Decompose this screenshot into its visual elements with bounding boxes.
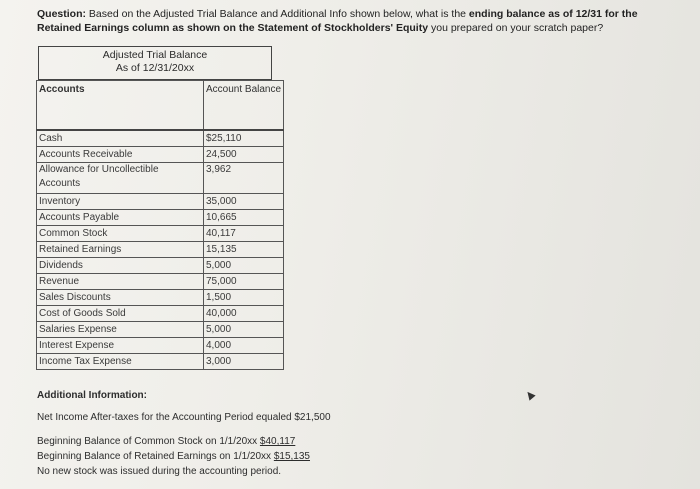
common-stock-value: $40,117	[259, 436, 296, 447]
account-name: Accounts Receivable	[37, 147, 204, 163]
account-balance: 5,000	[204, 322, 284, 338]
question-emphasis: ending balance as of 12/31 for the Retained Earnings column as shown on the Statement of Stockholders' Equity	[37, 8, 638, 34]
account-balance: 24,500	[204, 147, 284, 163]
account-name: Inventory	[37, 194, 204, 210]
table-row	[37, 194, 284, 210]
account-balance: 4,000	[204, 338, 284, 354]
account-balance: 1,500	[204, 290, 284, 306]
account-name: Cost of Goods Sold	[37, 306, 204, 322]
mouse-cursor-icon	[524, 389, 535, 400]
account-balance: 3,000	[204, 354, 284, 370]
question-prefix: Question:	[37, 8, 86, 20]
account-balance: 40,000	[204, 306, 284, 322]
account-name: Salaries Expense	[37, 322, 204, 338]
no-new-stock-note: No new stock was issued during the accounting period.	[37, 466, 282, 477]
table-row	[37, 274, 284, 290]
retained-earnings-note	[37, 451, 310, 462]
account-name: Dividends	[37, 258, 204, 274]
column-header-balance: Account Balance	[204, 81, 284, 131]
trial-balance-title	[38, 46, 272, 81]
table-row	[37, 163, 284, 194]
question-text	[37, 7, 677, 35]
table-row	[37, 242, 284, 258]
account-balance: 3,962	[204, 163, 284, 194]
trial-balance-date: As of 12/31/20xx	[115, 62, 195, 74]
account-name: Accounts Payable	[37, 210, 204, 226]
net-income-note: Net Income After-taxes for the Accounting Period equaled $21,500	[37, 412, 331, 423]
account-name: Retained Earnings	[37, 242, 204, 258]
account-name: Allowance for Uncollectible Accounts	[37, 163, 204, 194]
retained-earnings-label: Beginning Balance of Retained Earnings on 1/1/20xx	[37, 451, 274, 462]
account-name: Interest Expense	[37, 338, 204, 354]
table-row	[37, 306, 284, 322]
account-balance: $25,110	[204, 130, 284, 147]
account-name: Revenue	[37, 274, 204, 290]
additional-info-heading: Additional Information:	[37, 390, 147, 401]
common-stock-label: Beginning Balance of Common Stock on 1/1/20xx	[37, 436, 260, 447]
table-row	[37, 130, 284, 147]
table-row	[37, 226, 284, 242]
account-balance: 15,135	[204, 242, 284, 258]
table-row	[37, 258, 284, 274]
table-row	[37, 210, 284, 226]
question-body: Based on the Adjusted Trial Balance and Additional Info shown below, what is the	[86, 8, 469, 20]
account-name: Common Stock	[37, 226, 204, 242]
table-row	[37, 147, 284, 163]
trial-balance-heading: Adjusted Trial Balance	[102, 49, 208, 61]
table-row	[37, 338, 284, 354]
account-balance: 5,000	[204, 258, 284, 274]
table-row	[37, 322, 284, 338]
table-header-row	[37, 81, 284, 131]
column-header-accounts: Accounts	[37, 81, 204, 131]
table-row	[37, 290, 284, 306]
trial-balance-table	[36, 80, 284, 370]
retained-earnings-value: $15,135	[273, 451, 310, 462]
account-name: Cash	[37, 130, 204, 147]
table-row	[37, 354, 284, 370]
account-balance: 40,117	[204, 226, 284, 242]
common-stock-note	[37, 436, 295, 447]
account-name: Income Tax Expense	[37, 354, 204, 370]
account-balance: 10,665	[204, 210, 284, 226]
account-balance: 35,000	[204, 194, 284, 210]
account-balance: 75,000	[204, 274, 284, 290]
account-name: Sales Discounts	[37, 290, 204, 306]
question-suffix: you prepared on your scratch paper?	[428, 22, 604, 34]
